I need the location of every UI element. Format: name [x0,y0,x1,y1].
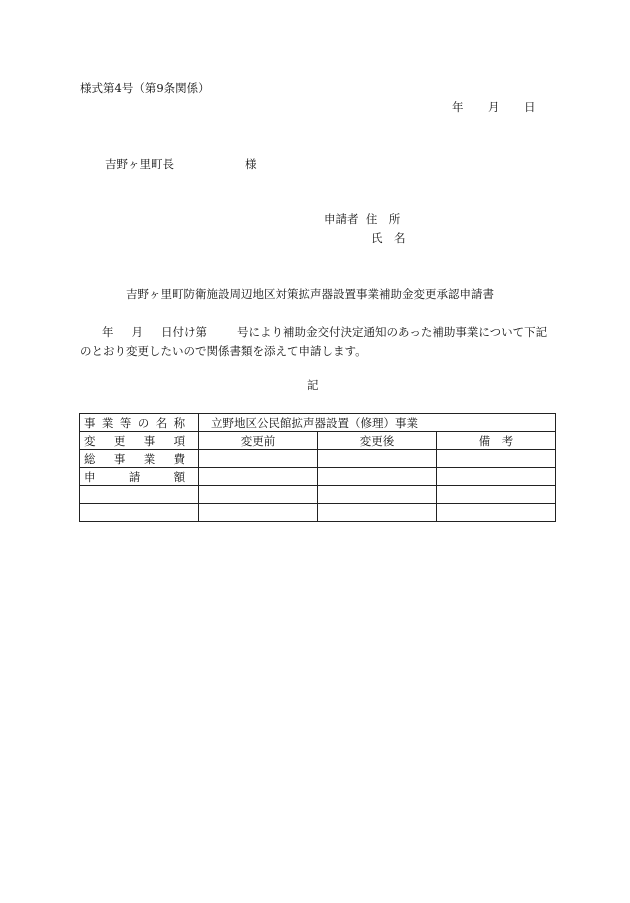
applicant-name-line [371,231,406,245]
date-month: 月 [488,100,500,114]
total-cost-before [199,450,318,468]
empty-cell [199,486,318,504]
request-amount-label-cell [80,468,199,486]
applicant-address-line [324,212,400,226]
request-amount-before [199,468,318,486]
body-dated-prefix: 日付け第 [161,325,207,339]
total-cost-after [318,450,437,468]
date-year: 年 [452,100,464,114]
applicant-address-label: 住 所 [365,212,401,226]
body-month: 月 [131,325,143,339]
project-name-value: 立野地区公民館拡声器設置（修理）事業 [199,414,556,432]
table-row [80,414,556,432]
addressee [105,157,257,171]
body-rest: 号により補助金交付決定通知のあった補助事業について下記のとおり変更したいので関係書類を添えて申請します。 [80,325,548,358]
project-name-label-cell [80,414,199,432]
form-number: 様式第4号（第9条関係） [80,81,210,95]
date-line [452,100,536,114]
table-row [80,486,556,504]
col-before-header: 変更前 [199,432,318,450]
document-title: 吉野ヶ里町防衛施設周辺地区対策拡声器設置事業補助金変更承認申請書 [126,287,494,301]
empty-cell [437,504,556,522]
addressee-name: 吉野ヶ里町長 [105,157,174,171]
project-name-label: 事業等の名称 [84,415,186,430]
change-item-label: 変更事項 [84,433,186,448]
ki-heading: 記 [307,378,319,392]
empty-cell [437,486,556,504]
detail-table [79,413,556,522]
col-remarks-header: 備 考 [437,432,556,450]
total-cost-label: 総事業費 [84,451,186,466]
request-amount-remarks [437,468,556,486]
request-amount-label: 申請額 [84,469,186,484]
total-cost-remarks [437,450,556,468]
table-row [80,450,556,468]
date-day: 日 [524,100,536,114]
table-row [80,432,556,450]
applicant-label: 申請者 [324,212,359,226]
empty-cell [80,486,199,504]
empty-cell [80,504,199,522]
table-row [80,468,556,486]
change-item-label-cell [80,432,199,450]
col-after-header: 変更後 [318,432,437,450]
applicant-name-label: 氏 名 [371,231,406,245]
empty-cell [318,486,437,504]
table-row [80,504,556,522]
request-amount-after [318,468,437,486]
empty-cell [199,504,318,522]
body-year: 年 [102,325,114,339]
total-cost-label-cell [80,450,199,468]
body-text [80,323,558,361]
addressee-honorific: 様 [245,157,257,171]
empty-cell [318,504,437,522]
